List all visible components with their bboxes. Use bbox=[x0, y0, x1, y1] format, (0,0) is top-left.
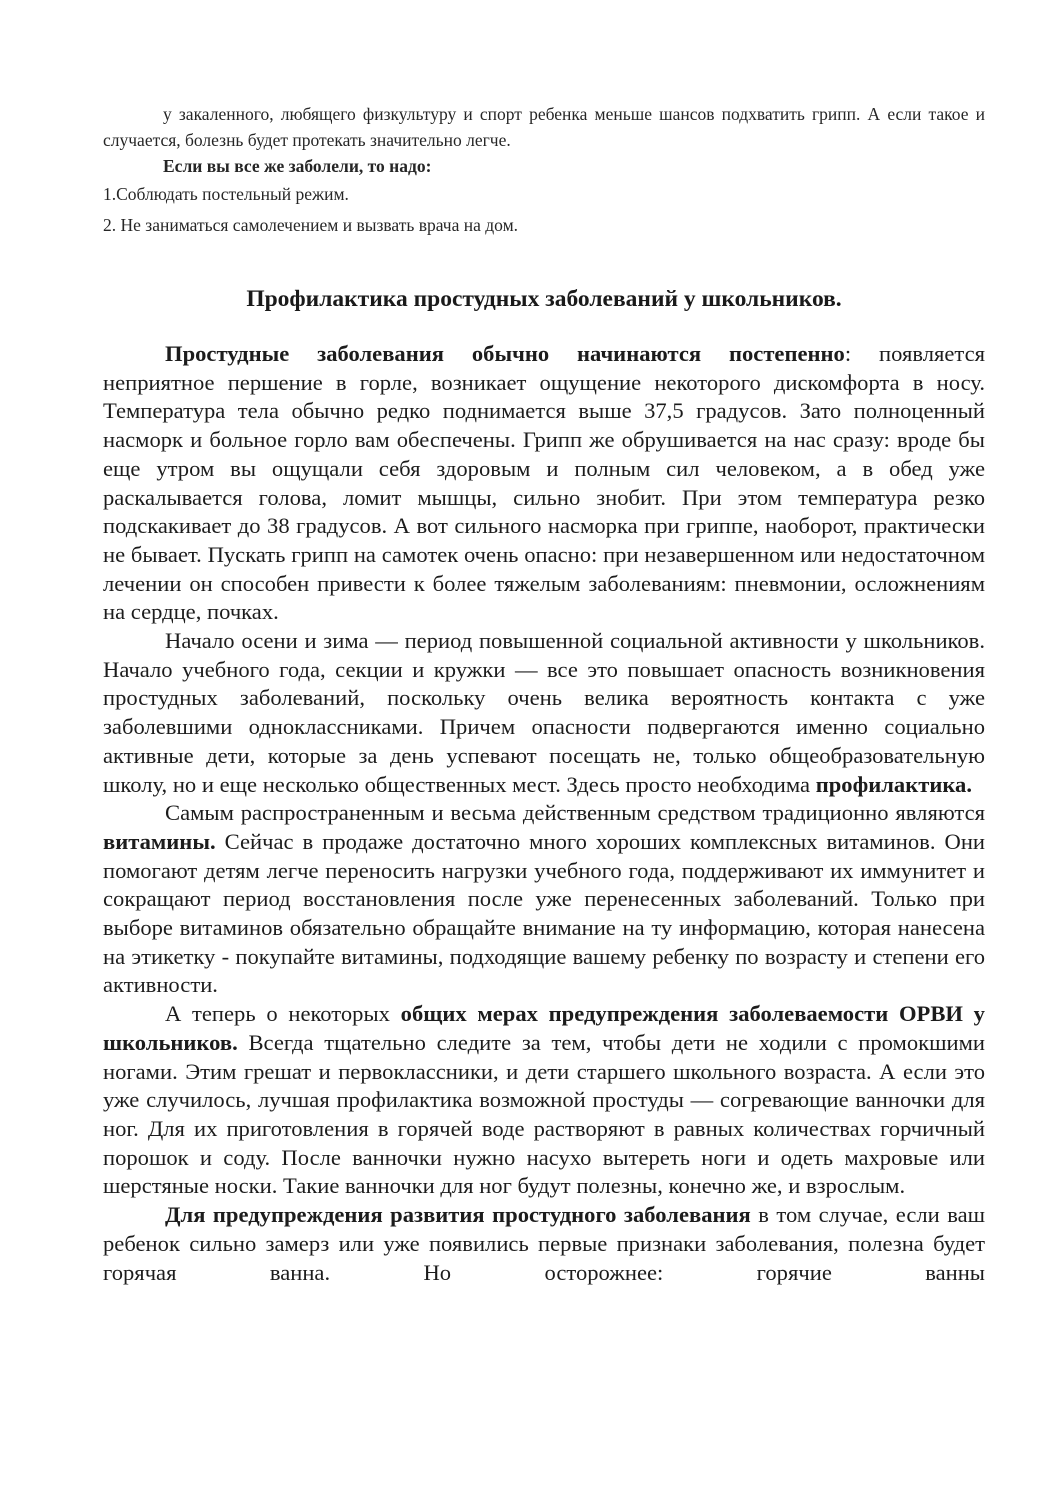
page-title: Профилактика простудных заболеваний у школьников. bbox=[246, 286, 842, 312]
paragraph-vitamins-bold: витамины. bbox=[103, 828, 216, 854]
article-body bbox=[103, 340, 985, 1287]
paragraph-vitamins-start: Самым распространенным и весьма действенным средством традиционно являются bbox=[165, 800, 985, 826]
paragraph-symptoms-bold: Простудные заболевания обычно начинаются постепенно bbox=[165, 341, 845, 366]
paragraph-hot-bath-text: в том случае, если ваш ребенок сильно замерз или уже появились первые признаки заболевания, полезна будет горячая ванна. Но осторожнее: горячие ванны bbox=[103, 1202, 985, 1285]
paragraph-autumn-bold: профилактика. bbox=[815, 771, 972, 797]
intro-section bbox=[103, 101, 985, 238]
if-sick-heading: Если вы все же заболели, то надо: bbox=[163, 156, 432, 176]
paragraph-autumn bbox=[103, 627, 985, 799]
intro-paragraph: у закаленного, любящего физкультуру и спорт ребенка меньше шансов подхватить грипп. А если такое и случается, болезнь будет протекать значительно легче. bbox=[103, 104, 985, 150]
paragraph-measures-rest: Всегда тщательно следите за тем, чтобы дети не ходили с промокшими ногами. Этим грешат и первоклассники, и дети старшего школьного возраста. А если это уже случилось, лучшая профилактика возможной простуды — согревающие ванночки для ног. Для их приготовления в горячей воде растворяют в равных количествах горчичный порошок и соду. После ванночки нужно насухо вытереть ноги и одеть махровые или шерстяные носки. Такие ванночки для ног будут полезны, конечно же, и взрослым. bbox=[103, 1029, 985, 1199]
paragraph-hot-bath-bold: Для предупреждения развития простудного заболевания bbox=[165, 1202, 751, 1228]
paragraph-hot-bath bbox=[103, 1201, 985, 1287]
list-item-bed-rest: 1.Соблюдать постельный режим. bbox=[103, 184, 349, 204]
paragraph-measures-bold: общих мерах предупреждения заболеваемости ОРВИ у школьников. bbox=[103, 1001, 985, 1055]
list-item-call-doctor: 2. Не заниматься самолечением и вызвать врача на дом. bbox=[103, 215, 519, 235]
paragraph-measures bbox=[103, 1000, 985, 1201]
paragraph-vitamins bbox=[103, 799, 985, 1000]
paragraph-autumn-text: Начало осени и зима — период повышенной социальной активности у школьников. Начало учебного года, секции и кружки — все это повышает опасность возникновения простудных заболеваний, поскольку очень велика вероятность контакта с уже заболевшими одноклассниками. Причем опасности подвергаются именно социально активные дети, которые за день успевают посещать не, только общеобразовательную школу, но и еще несколько общественных мест. Здесь просто необходима bbox=[103, 628, 985, 797]
paragraph-symptoms bbox=[103, 340, 985, 627]
paragraph-vitamins-rest: Сейчас в продаже достаточно много хороших комплексных витаминов. Они помогают детям легче переносить нагрузки учебного года, поддерживают их иммунитет и сокращают период восстановления после уже перенесенных заболеваний. Только при выборе витаминов обязательно обращайте внимание на ту информацию, которая нанесена на этикетку - покупайте витамины, подходящие вашему ребенку по возрасту и степени его активности. bbox=[103, 828, 985, 998]
paragraph-symptoms-text: : появляется неприятное першение в горле, возникает ощущение некоторого дискомфорта в носу. Температура тела обычно редко поднимается выше 37,5 градусов. Зато полноценный насморк и больное горло вам обеспечены. Грипп же обрушивается на нас сразу: вроде бы еще утром вы ощущали себя здоровым и полным сил человеком, а в обед уже раскалывается голова, ломит мышцы, сильно знобит. При этом температура резко подскакивает до 38 градусов. А вот сильного насморка при гриппе, наоборот, практически не бывает. Пускать грипп на самотек очень опасно: при незавершенном или недостаточном лечении он способен привести к более тяжелым заболеваниям: пневмонии, осложнениям на сердце, почках. bbox=[103, 341, 985, 625]
paragraph-measures-start: А теперь о некоторых bbox=[165, 1001, 401, 1027]
